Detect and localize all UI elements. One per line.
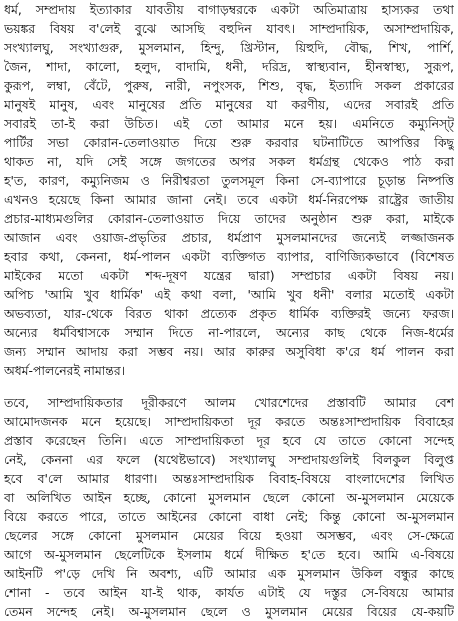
document-page <box>4 0 454 621</box>
text-line: ভয়ঙ্কর বিষয় ব'লেই বুঝে আসছি বহুদিন যাবৎ। সাম্প্রদায়িক, অসাম্প্রদায়িক, <box>4 21 454 36</box>
text-line: থাকত না, যদি সেই সঙ্গে জগতের অপর সকল ধর্মগ্রন্থ থেকেও পাঠ করা <box>4 154 454 169</box>
text-line: আগে অ-মুসলমান ছেলেটিকে ইসলাম ধর্মে দীক্ষিত হ'তে হবে। আমি এ-বিষয়ে <box>4 547 454 562</box>
text-line: নেই, কেননা এর ফলে (যথেষ্টভাবে) সংখ্যালঘু সম্প্রদায়গুলিই বিলকুল বিলুপ্ত <box>4 452 454 467</box>
text-line: শোনা - তবে আইন যা-ই থাক, কার্যত এটাই যে দস্তুর সে-বিষয়ে আমার <box>4 585 454 600</box>
text-line: অপিচ 'আমি খুব ধার্মিক' এই কথা বলা, 'আমি খুব ধনী' বলার মতোই একটা <box>4 287 454 302</box>
text-line: অন্যের ধর্মবিশ্বাসকে সম্মান দিতে না-পারলে, অন্যের কাছ থেকে নিজ-ধর্মের <box>4 325 454 340</box>
text-line: প্রস্তাব করেছেন তিনি। এতে সাম্প্রদায়িকতা দূর হবে যে তাতে কোনো সন্দেহ <box>4 433 454 448</box>
text-line: ধর্ম, সম্প্রদায় ইত্যাকার যাবতীয় বাগাড়ম্বরকে একটা অতিমাত্রায় হাস্যকর তথা <box>4 2 454 17</box>
text-line: মানুষই মানুষ, এবং মানুষের প্রতি মানুষের যা করণীয়, এদের সবারই প্রতি <box>4 97 454 112</box>
text-line: বিয়ে করতে পারে, তাতে আইনের কোনো বাধা নেই; কিন্তু কোনো অ-মুসলমান <box>4 509 454 524</box>
text-line: আমোদজনক মনে হয়েছে। সাম্প্রদায়িকতা দূর করতে অন্তঃসাম্প্রদায়িক বিবাহের <box>4 414 454 429</box>
text-line: তেমন সন্দেহ নেই। অ-মুসলমান ছেলে ও মুসলমান মেয়ের বিয়ের যে-কয়টি <box>4 604 454 619</box>
text-line: অধর্ম-পালনেরই নামান্তর। <box>4 363 126 378</box>
text-line: জৈন, শাদা, কালো, হলুদ, বাদামি, ধনী, দরিদ্র, স্বাস্থ্যবান, হীনস্বাস্থ্য, সুরূপ, <box>4 59 454 74</box>
text-line: কুরূপ, লম্বা, বেঁটে, পুরুষ, নারী, নপুংসক, শিশু, বৃদ্ধ, ইত্যাদি সকল প্রকারের <box>4 78 454 93</box>
text-line: পার্টির সভা কোরান-তেলাওয়াত দিয়ে শুরু করবার ঘটনাটিতে আপত্তির কিছু <box>4 135 454 150</box>
text-line: এখনও হয়েছে কিনা আমার জানা নেই। তবে একটা ধর্ম-নিরপেক্ষ রাষ্ট্রের জাতীয় <box>4 192 454 207</box>
text-line: আইনটি প'ড়ে দেখি নি অবশ্য, এটি আমার এক মুসলমান উকিল বন্ধুর কাছে <box>4 566 454 581</box>
text-line: মাইকের মতো একটা শব্দ-দূষণ যন্ত্রের দ্বারা) সম্প্রচার একটা বিষয় নয়। <box>4 268 454 283</box>
text-line: আজান এবং ওয়াজ-প্রভৃতির প্রচার, ধর্মপ্রাণ মুসলমানদের জন্যেই লজ্জাজনক <box>4 230 454 245</box>
text-line: প্রচার-মাধ্যমগুলির কোরান-তেলাওয়াত দিয়ে তাদের অনুষ্ঠান শুরু করা, মাইকে <box>4 211 454 226</box>
text-line: হবে ব'লে আমার ধারণা। অন্তঃসাম্প্রদায়িক বিবাহ-বিষয়ে বাংলাদেশের লিখিত <box>4 471 454 486</box>
text-line: ছেলের সঙ্গে কোনো মুসলমান মেয়ের বিয়ে হওয়া অসম্ভব, এবং সে-ক্ষেত্রে <box>4 528 454 543</box>
text-line: জন্য সম্মান আদায় করা সম্ভব নয়। আর কারুর অসুবিধা ক'রে ধর্ম পালন করা <box>4 344 454 359</box>
text-line: তবে, সাম্প্রদায়িকতার দূরীকরণে আলম খোরশেদের প্রস্তাবটি আমার বেশ <box>4 395 454 410</box>
text-line: হবার কথা, কেননা, ধর্ম-পালন একটা ব্যক্তিগত ব্যাপার, বাণিজ্যিকভাবে (বিশেষত <box>4 249 454 264</box>
text-line: সবারই তা-ই করা উচিত। এই তো আমার মনে হয়। এমনিতে কম্যুনিস্ট্ <box>4 116 454 131</box>
text-line: বা অলিখিত আইন হচ্ছে, কোনো মুসলমান ছেলে কোনো অ-মুসলমান মেয়েকে <box>4 490 454 505</box>
text-line: সংখ্যালঘু, সংখ্যাগুরু, মুসলমান, হিন্দু, খ্রিস্টান, য়িহুদি, বৌদ্ধ, শিখ, পার্শি, <box>4 40 454 55</box>
text-line: হ'ত, কারণ, কম্যুনিজম ও নিরীশ্বরতা তুলসমূল কিনা সে-ব্যাপারে চূড়ান্ত নিষ্পত্তি <box>4 173 454 188</box>
text-line: অভব্যতা, যার-থেকে বিরত থাকা প্রত্যেক প্রকৃত ধার্মিক ব্যক্তিরই জন্যে ফরজ। <box>4 306 454 321</box>
